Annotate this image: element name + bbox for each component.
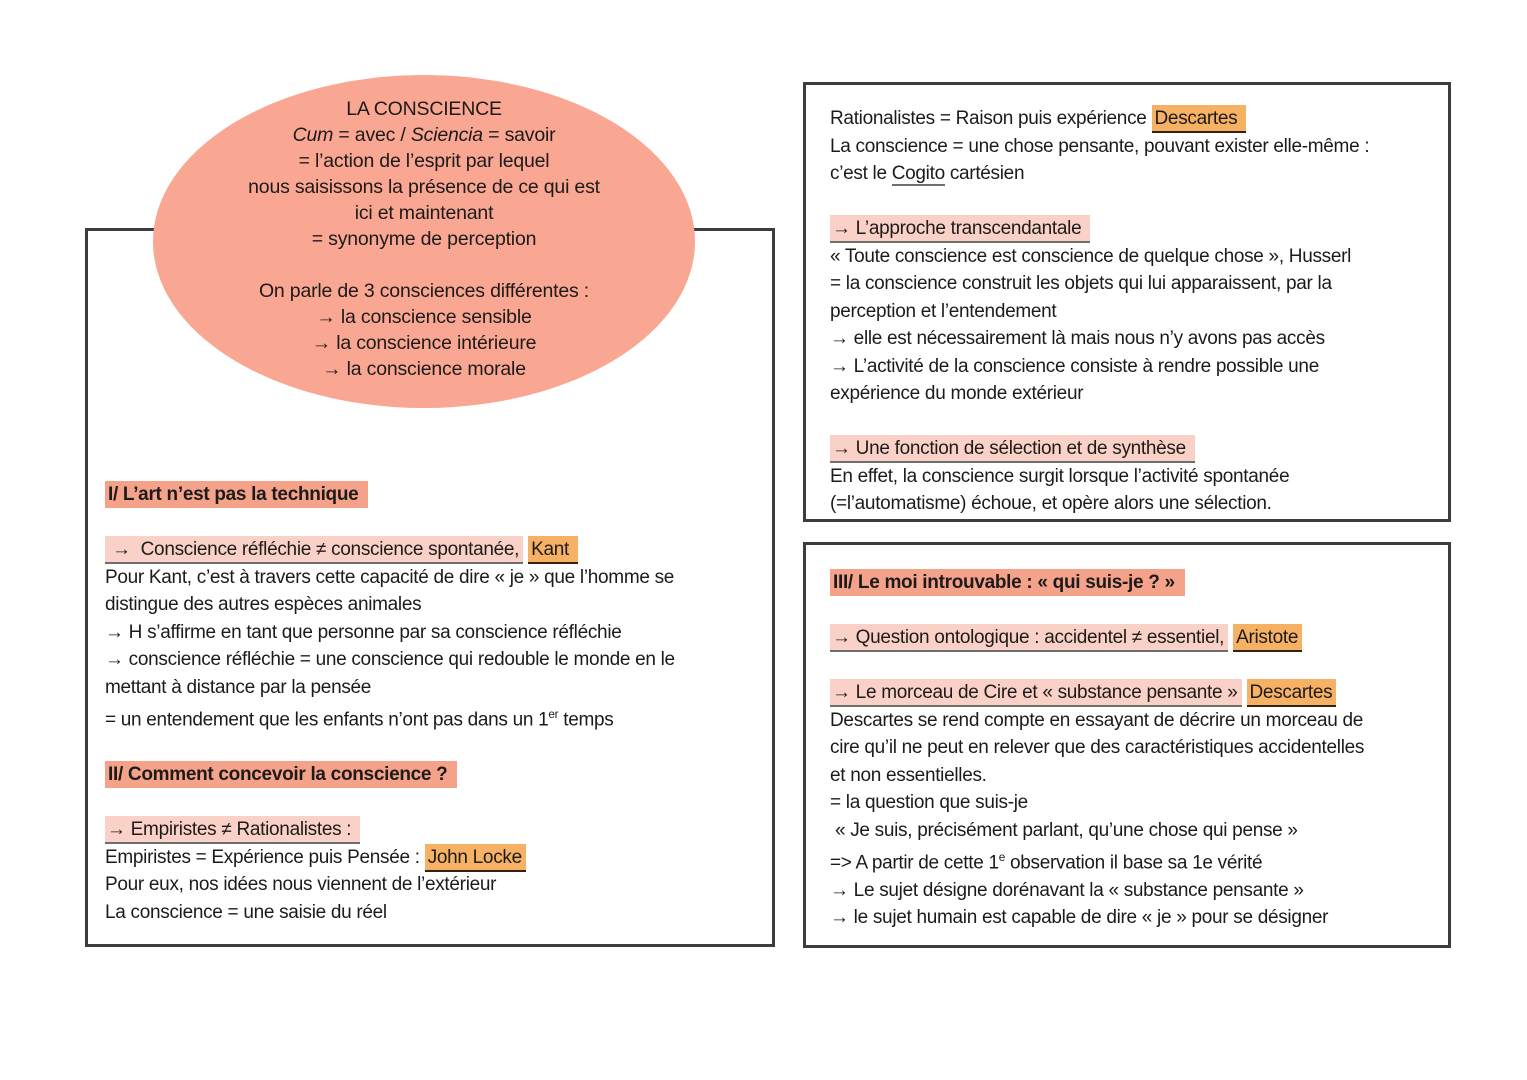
text-segment: = synonyme de perception bbox=[311, 228, 537, 250]
text-line bbox=[153, 226, 695, 252]
text-line bbox=[105, 674, 762, 702]
text-segment: → H s’affirme en tant que personne par sa conscience réfléchie bbox=[105, 621, 622, 643]
text-segment: = avec / bbox=[333, 124, 411, 146]
text-segment: → Une fonction de sélection et de synthèse bbox=[830, 435, 1195, 463]
right-bottom-notes-box bbox=[803, 542, 1451, 948]
text-line bbox=[830, 569, 1438, 597]
text-segment: Kant bbox=[528, 536, 578, 564]
text-line bbox=[830, 624, 1438, 652]
text-segment: expérience du monde extérieur bbox=[830, 383, 1084, 404]
text-line bbox=[105, 844, 762, 872]
text-line bbox=[830, 490, 1438, 518]
text-segment: c’est le bbox=[830, 163, 892, 184]
text-line bbox=[830, 652, 1438, 680]
text-segment: Cum bbox=[292, 124, 334, 146]
text-segment: Pour Kant, c’est à travers cette capacité de dire « je » que l’homme se bbox=[105, 566, 675, 588]
text-segment: ici et maintenant bbox=[354, 202, 494, 224]
text-line bbox=[153, 356, 695, 382]
text-segment: John Locke bbox=[425, 844, 526, 872]
text-line bbox=[830, 105, 1438, 133]
text-line bbox=[153, 200, 695, 226]
text-line bbox=[830, 877, 1438, 905]
text-segment: → elle est nécessairement là mais nous n’y avons pas accès bbox=[830, 328, 1325, 349]
text-segment: → la conscience sensible bbox=[316, 306, 532, 328]
text-segment: Aristote bbox=[1233, 624, 1302, 652]
text-line bbox=[830, 325, 1438, 353]
text-segment: → Empiristes ≠ Rationalistes : bbox=[105, 816, 360, 844]
text-line bbox=[830, 160, 1438, 188]
text-line bbox=[153, 96, 695, 122]
text-segment: observation il base sa 1e vérité bbox=[1005, 852, 1263, 874]
text-line bbox=[830, 435, 1438, 463]
text-segment: II/ Comment concevoir la conscience ? bbox=[105, 761, 457, 788]
text-segment: → conscience réfléchie = une conscience qui redouble le monde en le bbox=[105, 649, 675, 670]
text-line bbox=[105, 619, 762, 647]
text-line bbox=[105, 734, 762, 762]
text-line bbox=[153, 278, 695, 304]
text-segment: Pour eux, nos idées nous viennent de l’extérieur bbox=[105, 874, 497, 896]
text-line bbox=[830, 789, 1438, 817]
text-segment: => A partir de cette 1 bbox=[830, 852, 999, 874]
superscript-text: e bbox=[998, 851, 1005, 864]
text-line bbox=[830, 408, 1438, 436]
text-line bbox=[830, 734, 1438, 762]
text-segment: → Conscience réfléchie ≠ conscience spontanée, bbox=[105, 536, 523, 564]
text-segment: On parle de 3 consciences différentes : bbox=[258, 280, 590, 302]
text-line bbox=[830, 844, 1438, 877]
text-segment: → L’activité de la conscience consiste à rendre possible une bbox=[830, 355, 1319, 377]
text-line bbox=[830, 215, 1438, 243]
concept-bubble bbox=[153, 75, 695, 408]
text-segment: → le sujet humain est capable de dire « je » pour se désigner bbox=[830, 907, 1329, 929]
text-line bbox=[830, 463, 1438, 491]
text-line bbox=[830, 133, 1438, 161]
text-segment: distingue des autres espèces animales bbox=[105, 594, 422, 615]
text-segment: = un entendement que les enfants n’ont pas dans un 1 bbox=[105, 709, 549, 731]
right-top-notes-box bbox=[803, 82, 1451, 522]
text-line bbox=[830, 298, 1438, 326]
text-segment: « Je suis, précisément parlant, qu’une chose qui pense » bbox=[830, 819, 1298, 841]
text-line bbox=[153, 252, 695, 278]
text-line bbox=[153, 330, 695, 356]
text-line bbox=[830, 243, 1438, 271]
text-segment: → Le morceau de Cire et « substance pensante » bbox=[830, 679, 1242, 707]
text-line bbox=[830, 762, 1438, 790]
text-segment: → Question ontologique : accidentel ≠ essentiel, bbox=[830, 624, 1228, 652]
text-line bbox=[105, 899, 762, 927]
text-segment: = savoir bbox=[482, 124, 556, 146]
text-segment: cartésien bbox=[944, 163, 1025, 184]
text-line bbox=[105, 481, 762, 509]
text-line bbox=[105, 536, 762, 564]
text-line bbox=[105, 761, 762, 789]
text-line bbox=[830, 904, 1438, 932]
text-line bbox=[830, 817, 1438, 845]
text-segment: Cogito bbox=[891, 163, 945, 184]
text-segment: Sciencia bbox=[410, 124, 483, 146]
text-segment: La conscience = une saisie du réel bbox=[105, 901, 387, 923]
text-segment: III/ Le moi introuvable : « qui suis-je ? » bbox=[830, 569, 1185, 596]
text-line bbox=[830, 597, 1438, 625]
text-line bbox=[830, 679, 1438, 707]
text-line bbox=[830, 707, 1438, 735]
text-line bbox=[105, 871, 762, 899]
text-segment: (=l’automatisme) échoue, et opère alors une sélection. bbox=[830, 493, 1272, 514]
text-line bbox=[830, 353, 1438, 381]
text-line bbox=[105, 789, 762, 817]
text-segment: Descartes se rend compte en essayant de décrire un morceau de bbox=[830, 709, 1363, 731]
text-segment: nous saisissons la présence de ce qui est bbox=[248, 176, 600, 198]
text-segment: = la question que suis-je bbox=[830, 792, 1028, 813]
text-line bbox=[105, 591, 762, 619]
text-line bbox=[830, 188, 1438, 216]
text-segment: En effet, la conscience surgit lorsque l’activité spontanée bbox=[830, 465, 1290, 487]
text-line bbox=[105, 509, 762, 537]
text-segment bbox=[1242, 682, 1247, 703]
text-segment: = la conscience construit les objets qui lui apparaissent, par la bbox=[830, 273, 1332, 294]
text-segment: Empiristes = Expérience puis Pensée : bbox=[105, 846, 425, 868]
text-segment: « Toute conscience est conscience de quelque chose », Husserl bbox=[830, 245, 1352, 267]
superscript-text: er bbox=[548, 708, 559, 721]
text-segment: → L’approche transcendantale bbox=[830, 215, 1090, 243]
text-segment: temps bbox=[558, 709, 614, 731]
text-line bbox=[153, 304, 695, 330]
text-segment: et non essentielles. bbox=[830, 764, 987, 786]
text-segment: perception et l’entendement bbox=[830, 300, 1057, 322]
text-segment: mettant à distance par la pensée bbox=[105, 676, 372, 698]
text-segment: LA CONSCIENCE bbox=[346, 98, 502, 120]
text-line bbox=[153, 148, 695, 174]
text-line bbox=[153, 174, 695, 200]
text-segment: Descartes bbox=[1152, 105, 1247, 133]
text-segment: → la conscience intérieure bbox=[311, 332, 537, 354]
text-line bbox=[105, 816, 762, 844]
right-bottom-notes-content bbox=[806, 545, 1448, 932]
text-line bbox=[105, 701, 762, 734]
text-segment: → la conscience morale bbox=[322, 358, 526, 380]
text-line bbox=[153, 122, 695, 148]
text-line bbox=[105, 646, 762, 674]
right-top-notes-content bbox=[806, 85, 1448, 518]
text-line bbox=[830, 380, 1438, 408]
text-line bbox=[105, 564, 762, 592]
text-segment: cire qu’il ne peut en relever que des caractéristiques accidentelles bbox=[830, 737, 1365, 758]
text-segment: La conscience = une chose pensante, pouvant exister elle-même : bbox=[830, 135, 1370, 157]
text-segment: Descartes bbox=[1247, 679, 1337, 707]
text-segment: = l’action de l’esprit par lequel bbox=[298, 150, 550, 172]
text-line bbox=[830, 270, 1438, 298]
text-segment: Rationalistes = Raison puis expérience bbox=[830, 108, 1152, 129]
text-segment: I/ L’art n’est pas la technique bbox=[105, 481, 368, 508]
text-segment: → Le sujet désigne dorénavant la « substance pensante » bbox=[830, 879, 1304, 901]
